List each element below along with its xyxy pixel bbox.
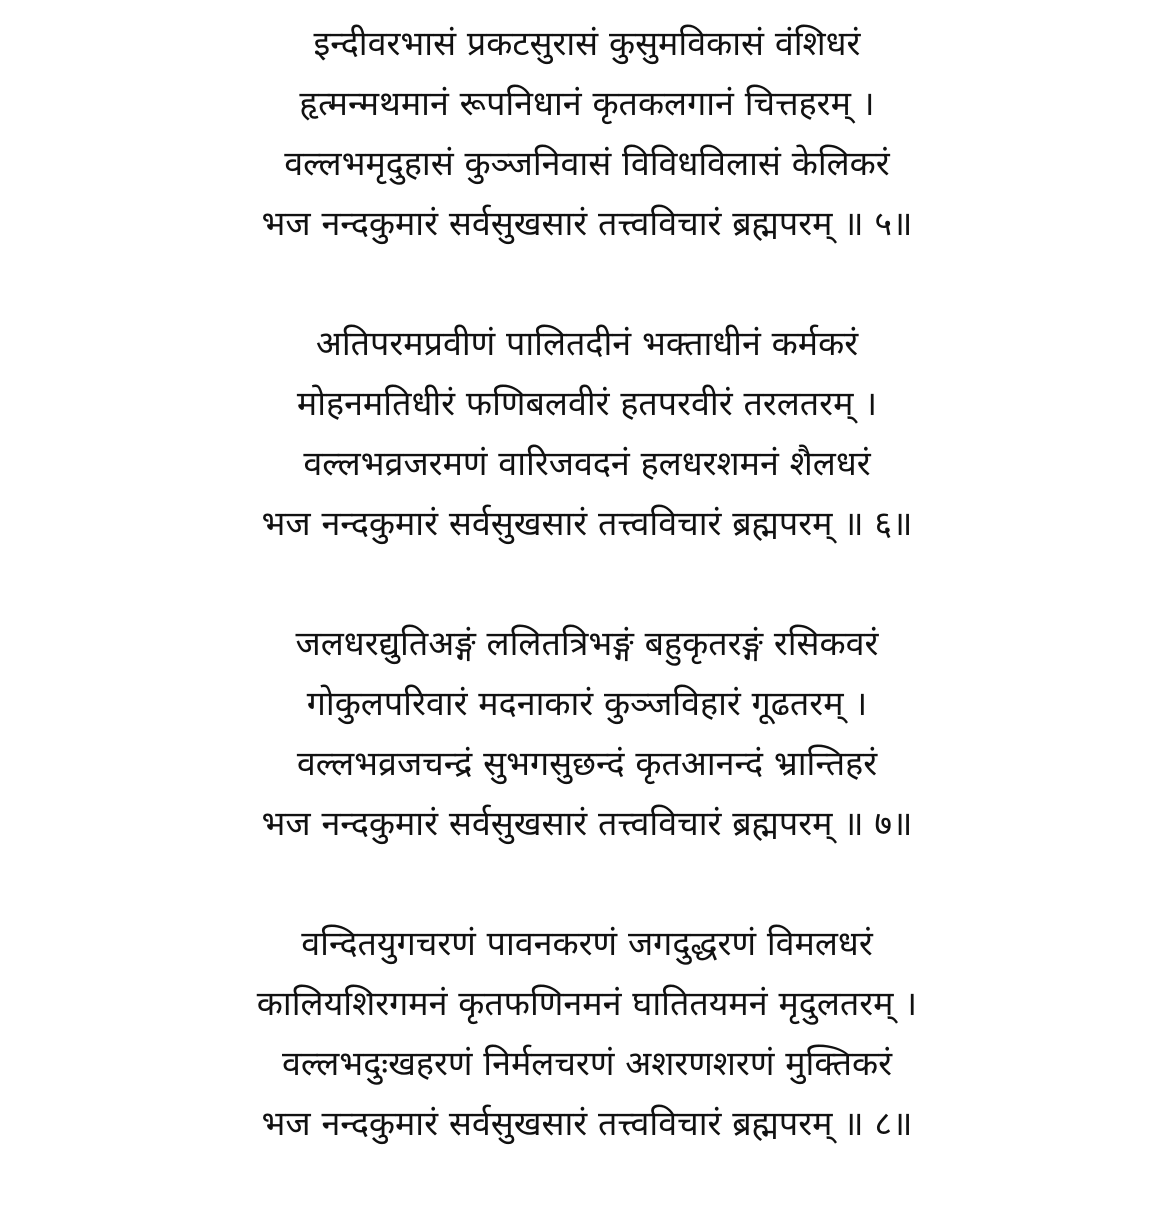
verse-7 — [0, 614, 1174, 854]
verse-5 — [0, 14, 1174, 254]
verse-line: अतिपरमप्रवीणं पालितदीनं भक्ताधीनं कर्मकरं — [315, 324, 859, 364]
verse-6 — [0, 314, 1174, 554]
verse-refrain: भज नन्दकुमारं सर्वसुखसारं तत्त्वविचारं ब्रह्मपरम् ॥ ७॥ — [261, 804, 913, 844]
verse-line: इन्दीवरभासं प्रकटसुरासं कुसुमविकासं वंशिधरं — [313, 24, 861, 64]
verse-refrain: भज नन्दकुमारं सर्वसुखसारं तत्त्वविचारं ब्रह्मपरम् ॥ ६॥ — [261, 504, 913, 544]
verse-line: हृत्मन्मथमानं रूपनिधानं कृतकलगानं चित्तहरम् । — [299, 84, 875, 124]
verse-line: वन्दितयुगचरणं पावनकरणं जगदुद्धरणं विमलधरं — [301, 924, 873, 964]
verse-line: वल्लभव्रजचन्द्रं सुभगसुछन्दं कृतआनन्दं भ्रान्तिहरं — [296, 744, 878, 784]
verse-line: वल्लभदुःखहरणं निर्मलचरणं अशरणशरणं मुक्तिकरं — [282, 1044, 892, 1084]
verse-refrain: भज नन्दकुमारं सर्वसुखसारं तत्त्वविचारं ब्रह्मपरम् ॥ ८॥ — [261, 1104, 913, 1144]
verse-8 — [0, 914, 1174, 1154]
verse-line: मोहनमतिधीरं फणिबलवीरं हतपरवीरं तरलतरम् । — [296, 384, 878, 424]
verse-line: वल्लभमृदुहासं कुञ्जनिवासं विविधविलासं केलिकरं — [284, 144, 890, 184]
verse-line: वल्लभव्रजरमणं वारिजवदनं हलधरशमनं शैलधरं — [303, 444, 871, 484]
verse-line: जलधरद्युतिअङ्गं ललितत्रिभङ्गं बहुकृतरङ्गं रसिकवरं — [295, 624, 879, 664]
verse-line: कालियशिरगमनं कृतफणिनमनं घातितयमनं मृदुलतरम् । — [256, 984, 918, 1024]
verse-line: गोकुलपरिवारं मदनाकारं कुञ्जविहारं गूढतरम् । — [306, 684, 868, 724]
verse-refrain: भज नन्दकुमारं सर्वसुखसारं तत्त्वविचारं ब्रह्मपरम् ॥ ५॥ — [261, 204, 913, 244]
